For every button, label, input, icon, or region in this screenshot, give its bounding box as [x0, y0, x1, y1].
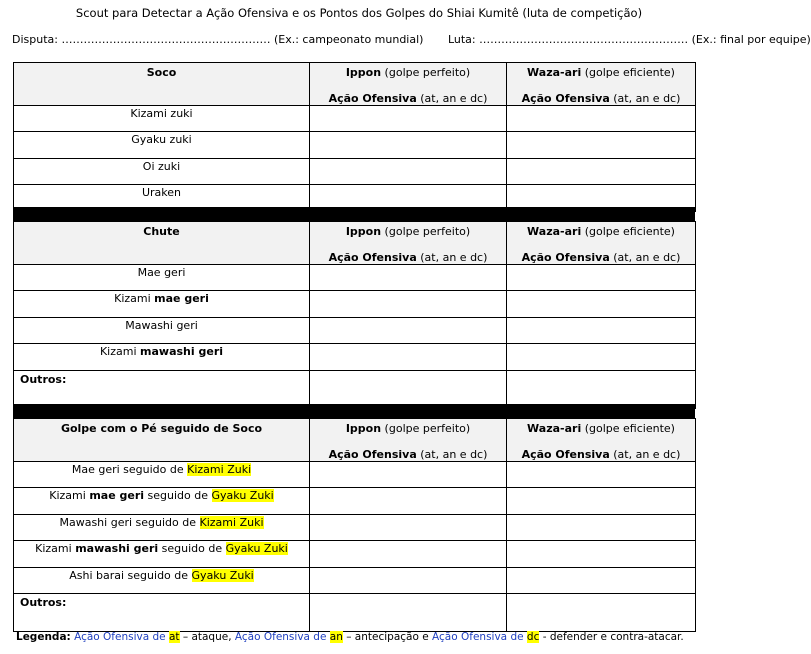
legend-code-at: at — [168, 631, 180, 643]
ippon-cell[interactable] — [310, 594, 507, 632]
luta-example: (Ex.: final por equipe) — [691, 33, 811, 46]
technique-text: Mawashi geri — [125, 319, 198, 332]
technique-connector: seguido de — [158, 542, 226, 555]
acao-desc: (at, an e dc) — [416, 448, 488, 461]
technique-label — [14, 541, 310, 568]
technique-highlight: Gyaku Zuki — [225, 542, 288, 555]
ippon-cell[interactable] — [310, 488, 507, 515]
legend-label: Legenda: — [16, 631, 71, 643]
acao-desc: (at, an e dc) — [416, 251, 488, 264]
ippon-cell[interactable] — [310, 541, 507, 568]
combo-header-row — [14, 419, 696, 462]
technique-connector: seguido de — [144, 489, 212, 502]
luta-label: Luta: — [447, 33, 476, 46]
match-info-line — [12, 33, 811, 46]
legend-code-dc: dc — [526, 631, 540, 643]
acao-ofensiva-label — [310, 251, 506, 264]
table-row — [14, 541, 696, 568]
section-divider — [13, 207, 695, 221]
ippon-cell[interactable] — [310, 106, 507, 132]
table-row — [14, 515, 696, 541]
acao-ofensiva-label — [310, 92, 506, 105]
ippon-label: Ippon — [345, 225, 382, 238]
technique-highlight: Kizami Zuki — [199, 516, 264, 529]
ippon-cell[interactable] — [310, 462, 507, 488]
waza-label: Waza-ari — [527, 66, 582, 79]
technique-label — [14, 568, 310, 594]
technique-label — [14, 291, 310, 318]
waza-ari-cell[interactable] — [507, 265, 696, 291]
ippon-header — [310, 63, 507, 106]
chute-header-row — [14, 222, 696, 265]
ippon-desc: (golpe perfeito) — [381, 422, 471, 435]
acao-ofensiva-label — [507, 251, 695, 264]
technique-text: Ashi barai — [69, 569, 125, 582]
technique-highlight: Gyaku Zuki — [211, 489, 274, 502]
waza-ari-cell[interactable] — [507, 291, 696, 318]
outros-label: Outros: — [14, 371, 310, 409]
technique-label — [14, 344, 310, 371]
waza-desc: (golpe eficiente) — [581, 66, 675, 79]
technique-highlight: Gyaku Zuki — [191, 569, 254, 582]
legend-text: - defender e contra-atacar. — [539, 631, 684, 643]
waza-ari-cell[interactable] — [507, 132, 696, 159]
technique-label: Uraken — [14, 185, 310, 212]
ippon-cell[interactable] — [310, 291, 507, 318]
ippon-header — [310, 419, 507, 462]
technique-bold: mawashi geri — [75, 542, 159, 555]
ippon-label: Ippon — [345, 422, 382, 435]
technique-text: Kizami — [114, 292, 155, 305]
technique-text: Mae geri — [71, 463, 120, 476]
legend-text: Ação Ofensiva de — [432, 631, 527, 643]
acao-bold: Ação Ofensiva — [328, 448, 417, 461]
technique-label — [14, 265, 310, 291]
waza-ari-cell[interactable] — [507, 344, 696, 371]
disputa-label: Disputa: — [12, 33, 58, 46]
ippon-cell[interactable] — [310, 265, 507, 291]
acao-bold: Ação Ofensiva — [521, 448, 610, 461]
waza-ari-cell[interactable] — [507, 515, 696, 541]
acao-desc: (at, an e dc) — [609, 448, 681, 461]
technique-text: Kizami — [35, 542, 76, 555]
technique-connector: seguido de — [124, 569, 192, 582]
waza-ari-cell[interactable] — [507, 594, 696, 632]
legend — [16, 631, 684, 643]
technique-bold: mawashi geri — [140, 345, 224, 358]
acao-bold: Ação Ofensiva — [521, 251, 610, 264]
waza-desc: (golpe eficiente) — [581, 225, 675, 238]
ippon-label: Ippon — [345, 66, 382, 79]
technique-text: Kizami — [49, 489, 90, 502]
technique-text: Mae geri — [137, 266, 186, 279]
waza-ari-header — [507, 419, 696, 462]
legend-text: Ação Ofensiva de — [234, 631, 330, 643]
ippon-cell[interactable] — [310, 318, 507, 344]
waza-ari-cell[interactable] — [507, 318, 696, 344]
waza-desc: (golpe eficiente) — [581, 422, 675, 435]
chute-table — [13, 221, 696, 409]
technique-highlight: Kizami Zuki — [187, 463, 252, 476]
soco-header: Soco — [14, 63, 310, 106]
acao-bold: Ação Ofensiva — [521, 92, 610, 105]
disputa-example: (Ex.: campeonato mundial) — [273, 33, 424, 46]
outros-label: Outros: — [14, 594, 310, 632]
technique-bold: mae geri — [154, 292, 209, 305]
acao-ofensiva-label — [310, 448, 506, 461]
table-row — [14, 568, 696, 594]
acao-ofensiva-label — [507, 448, 695, 461]
waza-ari-cell[interactable] — [507, 541, 696, 568]
waza-ari-cell[interactable] — [507, 106, 696, 132]
luta-field[interactable]: ………………………………………………… — [479, 33, 689, 46]
technique-text: Kizami — [99, 345, 141, 358]
technique-label — [14, 462, 310, 488]
waza-ari-header — [507, 222, 696, 265]
ippon-cell[interactable] — [310, 515, 507, 541]
ippon-cell[interactable] — [310, 371, 507, 409]
ippon-cell[interactable] — [310, 132, 507, 159]
disputa-field[interactable]: ………………………………………………… — [61, 33, 271, 46]
table-row — [14, 488, 696, 515]
table-row — [14, 265, 696, 291]
legend-text: – antecipação e — [342, 631, 433, 643]
combo-table — [13, 418, 696, 632]
ippon-cell[interactable] — [310, 568, 507, 594]
waza-ari-cell[interactable] — [507, 159, 696, 185]
acao-desc: (at, an e dc) — [416, 92, 488, 105]
ippon-desc: (golpe perfeito) — [381, 225, 471, 238]
technique-label — [14, 318, 310, 344]
table-row — [14, 132, 696, 159]
legend-code-an: an — [329, 631, 343, 643]
ippon-cell[interactable] — [310, 344, 507, 371]
technique-connector: seguido de — [132, 516, 200, 529]
acao-ofensiva-label — [507, 92, 695, 105]
waza-ari-cell[interactable] — [507, 488, 696, 515]
chute-header: Chute — [14, 222, 310, 265]
technique-bold: mae geri — [89, 489, 145, 502]
acao-desc: (at, an e dc) — [609, 92, 681, 105]
waza-ari-cell[interactable] — [507, 568, 696, 594]
table-row — [14, 106, 696, 132]
legend-text: Ação Ofensiva de — [70, 631, 169, 643]
technique-label: Oi zuki — [14, 159, 310, 185]
table-row — [14, 291, 696, 318]
outros-row — [14, 371, 696, 409]
technique-text: Mawashi geri — [59, 516, 133, 529]
acao-bold: Ação Ofensiva — [328, 251, 417, 264]
waza-label: Waza-ari — [527, 422, 582, 435]
table-row — [14, 318, 696, 344]
page-title: Scout para Detectar a Ação Ofensiva e os Pontos dos Golpes do Shiai Kumitê (luta de competição) — [75, 6, 643, 20]
technique-label: Kizami zuki — [14, 106, 310, 132]
waza-label: Waza-ari — [527, 225, 582, 238]
table-row — [14, 462, 696, 488]
waza-ari-cell[interactable] — [507, 462, 696, 488]
legend-text: – ataque, — [179, 631, 235, 643]
table-row — [14, 159, 696, 185]
waza-ari-header — [507, 63, 696, 106]
technique-label: Gyaku zuki — [14, 132, 310, 159]
technique-label — [14, 515, 310, 541]
ippon-header — [310, 222, 507, 265]
ippon-cell[interactable] — [310, 159, 507, 185]
technique-connector: seguido de — [119, 463, 188, 476]
soco-header-row — [14, 63, 696, 106]
section-divider — [13, 404, 695, 418]
acao-bold: Ação Ofensiva — [328, 92, 417, 105]
soco-table — [13, 62, 696, 212]
table-row — [14, 344, 696, 371]
outros-row — [14, 594, 696, 632]
acao-desc: (at, an e dc) — [609, 251, 681, 264]
waza-ari-cell[interactable] — [507, 371, 696, 409]
technique-label — [14, 488, 310, 515]
combo-header: Golpe com o Pé seguido de Soco — [14, 419, 310, 462]
ippon-desc: (golpe perfeito) — [381, 66, 471, 79]
